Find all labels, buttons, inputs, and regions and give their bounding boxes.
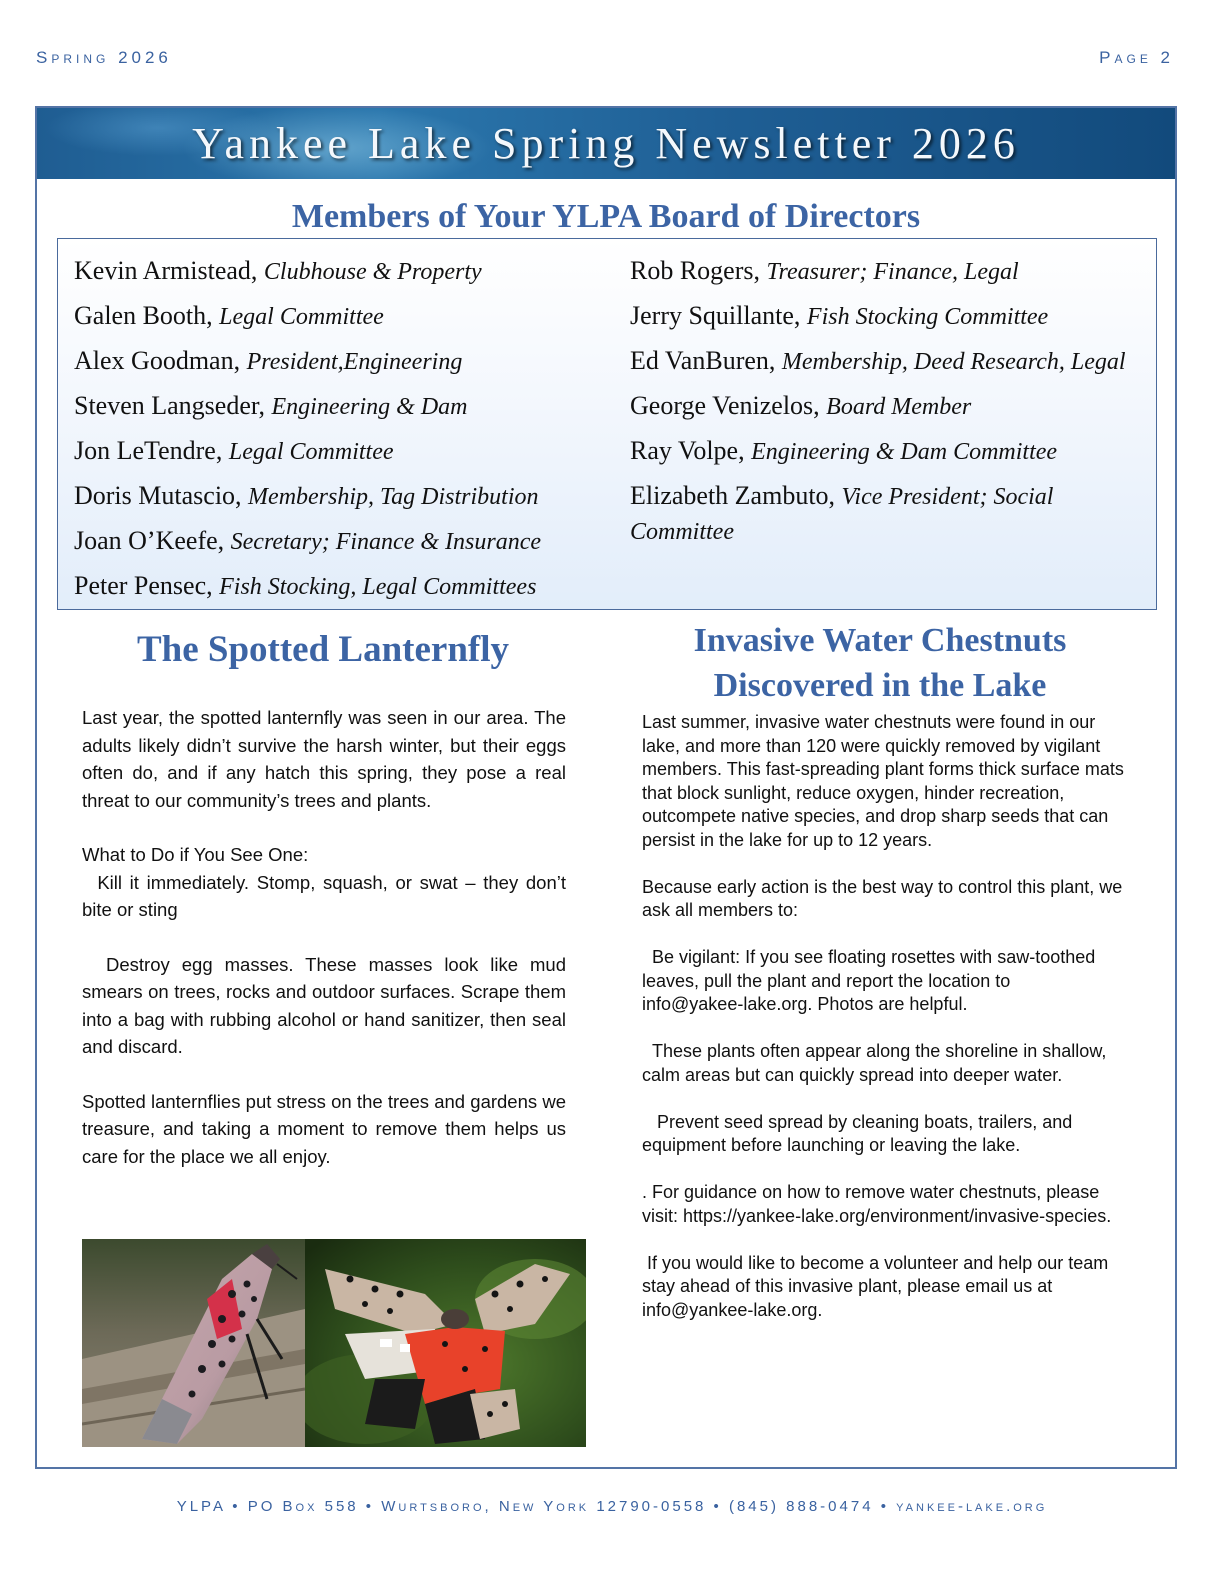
article-paragraph <box>642 1252 1132 1323</box>
chestnuts-article <box>642 711 1132 1346</box>
member-role: President,Engineering <box>246 349 463 375</box>
board-member <box>74 384 614 429</box>
member-name: Elizabeth Zambuto, <box>630 481 836 510</box>
member-name: Joan O’Keefe, <box>74 526 225 555</box>
member-role: Engineering & Dam <box>271 394 468 420</box>
member-role: Legal Committee <box>228 439 394 465</box>
article-paragraph <box>82 951 566 1061</box>
article-paragraph: Because early action is the best way to control this plant, we ask all members to: <box>642 876 1123 920</box>
lanternfly-on-wood-image <box>82 1239 305 1447</box>
article-paragraph <box>642 1111 1132 1158</box>
board-member <box>74 519 614 564</box>
member-role: Clubhouse & Property <box>263 259 482 285</box>
lanternfly-photos <box>82 1239 586 1447</box>
member-name: Steven Langseder, <box>74 391 266 420</box>
article-paragraph <box>642 946 1132 993</box>
board-member <box>74 564 614 609</box>
chestnuts-title-line: Invasive Water Chestnuts <box>693 622 1067 659</box>
article-email-line: info@yakee-lake.org. Photos are helpful. <box>642 994 968 1014</box>
member-name: Kevin Armistead, <box>74 256 258 285</box>
member-name: Rob Rogers, <box>630 256 760 285</box>
board-member <box>630 294 1150 339</box>
board-member <box>630 429 1150 474</box>
article-text: Destroy egg masses. These masses look like mud smears on trees, rocks and outdoor surfaces. Scrape them into a bag with rubbing alcohol or hand sanitizer, then seal and discard. <box>82 953 567 1057</box>
member-role: Board Member <box>826 394 972 420</box>
chestnuts-title <box>627 618 1133 708</box>
article-text: If you would like to become a volunteer and help our team stay ahead of this invasive plant, please email us at info@yankee-lake.org. <box>642 1252 1109 1320</box>
member-role: Membership, Tag Distribution <box>248 484 539 510</box>
member-name: Ray Volpe, <box>630 436 745 465</box>
member-name: Doris Mutascio, <box>74 481 242 510</box>
member-role: Legal Committee <box>219 304 384 330</box>
newsletter-title: Yankee Lake Spring Newsletter 2026 <box>192 119 1020 168</box>
board-member <box>74 339 614 384</box>
board-member <box>630 474 1150 549</box>
member-name: Alex Goodman, <box>74 346 241 375</box>
member-role: Fish Stocking, Legal Committees <box>219 574 537 600</box>
article-paragraph: . For guidance on how to remove water chestnuts, please visit: https://yankee-lake.org/environment/invasive-species. <box>642 1182 1112 1226</box>
board-member <box>630 249 1150 294</box>
board-member <box>630 339 1150 384</box>
lanternfly-on-leaf-image <box>305 1239 586 1447</box>
board-member <box>74 294 614 339</box>
article-text: Prevent seed spread by cleaning boats, trailers, and equipment before launching or leaving the lake. <box>642 1111 1073 1155</box>
member-role: Engineering & Dam Committee <box>751 439 1058 465</box>
member-role: Fish Stocking Committee <box>806 304 1049 330</box>
article-text: These plants often appear along the shoreline in shallow, calm areas but can quickly spread into deeper water. <box>642 1041 1107 1085</box>
board-directory <box>57 238 1157 610</box>
board-column-right <box>630 249 1150 549</box>
member-role: Secretary; Finance & Insurance <box>230 529 541 555</box>
newsletter-banner <box>37 108 1175 179</box>
article-paragraph <box>82 869 566 924</box>
article-paragraph <box>642 1040 1132 1087</box>
member-name: Jon LeTendre, <box>74 436 223 465</box>
lanternfly-title: The Spotted Lanternfly <box>136 629 510 670</box>
board-member <box>74 249 614 294</box>
article-subheading: What to Do if You See One: <box>82 844 309 865</box>
running-head-page-number: Page 2 <box>1099 48 1174 67</box>
running-head-season: Spring 2026 <box>36 48 172 67</box>
member-name: Galen Booth, <box>74 301 213 330</box>
article-paragraph: Last year, the spotted lanternfly was seen in our area. The adults likely didn’t survive the harsh winter, but their eggs often do, and if any hatch this spring, they pose a real threat to our community’s trees and plants. <box>82 707 566 811</box>
board-member <box>74 429 614 474</box>
lanternfly-article <box>82 704 566 1197</box>
member-name: Jerry Squillante, <box>630 301 801 330</box>
lanternfly-photo-leaf <box>305 1239 586 1447</box>
member-name: George Venizelos, <box>630 391 820 420</box>
board-column-left <box>74 249 614 609</box>
article-text: Kill it immediately. Stomp, squash, or swat – they don’t bite or sting <box>82 871 567 920</box>
chestnuts-title-line: Discovered in the Lake <box>713 667 1047 704</box>
article-paragraph: Last summer, invasive water chestnuts were found in our lake, and more than 120 were quickly removed by vigilant members. This fast-spreading plant forms thick surface mats that block sunlight, reduce oxygen, hinder recreation, outcompete native species, and drop sharp seeds that can persist in the lake for up to 12 years. <box>642 712 1124 850</box>
member-role: Treasurer; Finance, Legal <box>766 259 1019 285</box>
member-name: Peter Pensec, <box>74 571 213 600</box>
article-text: Be vigilant: If you see floating rosettes with saw-toothed leaves, pull the plant and report the location to <box>642 947 1096 991</box>
member-role: Vice President; Social Committee <box>630 484 1054 545</box>
footer-contact: YLPA • PO Box 558 • Wurtsboro, New York 12790-0558 • (845) 888-0474 • yankee-lake.org <box>176 1498 1048 1515</box>
article-paragraph: Spotted lanternflies put stress on the trees and gardens we treasure, and taking a moment to remove them helps us care for the place we all enjoy. <box>82 1090 566 1167</box>
board-member <box>74 474 614 519</box>
member-role: Membership, Deed Research, Legal <box>781 349 1126 375</box>
board-heading: Members of Your YLPA Board of Directors <box>291 198 921 235</box>
lanternfly-photo-wood <box>82 1239 305 1447</box>
newsletter-frame <box>35 106 1177 1469</box>
board-member <box>630 384 1150 429</box>
member-name: Ed VanBuren, <box>630 346 776 375</box>
